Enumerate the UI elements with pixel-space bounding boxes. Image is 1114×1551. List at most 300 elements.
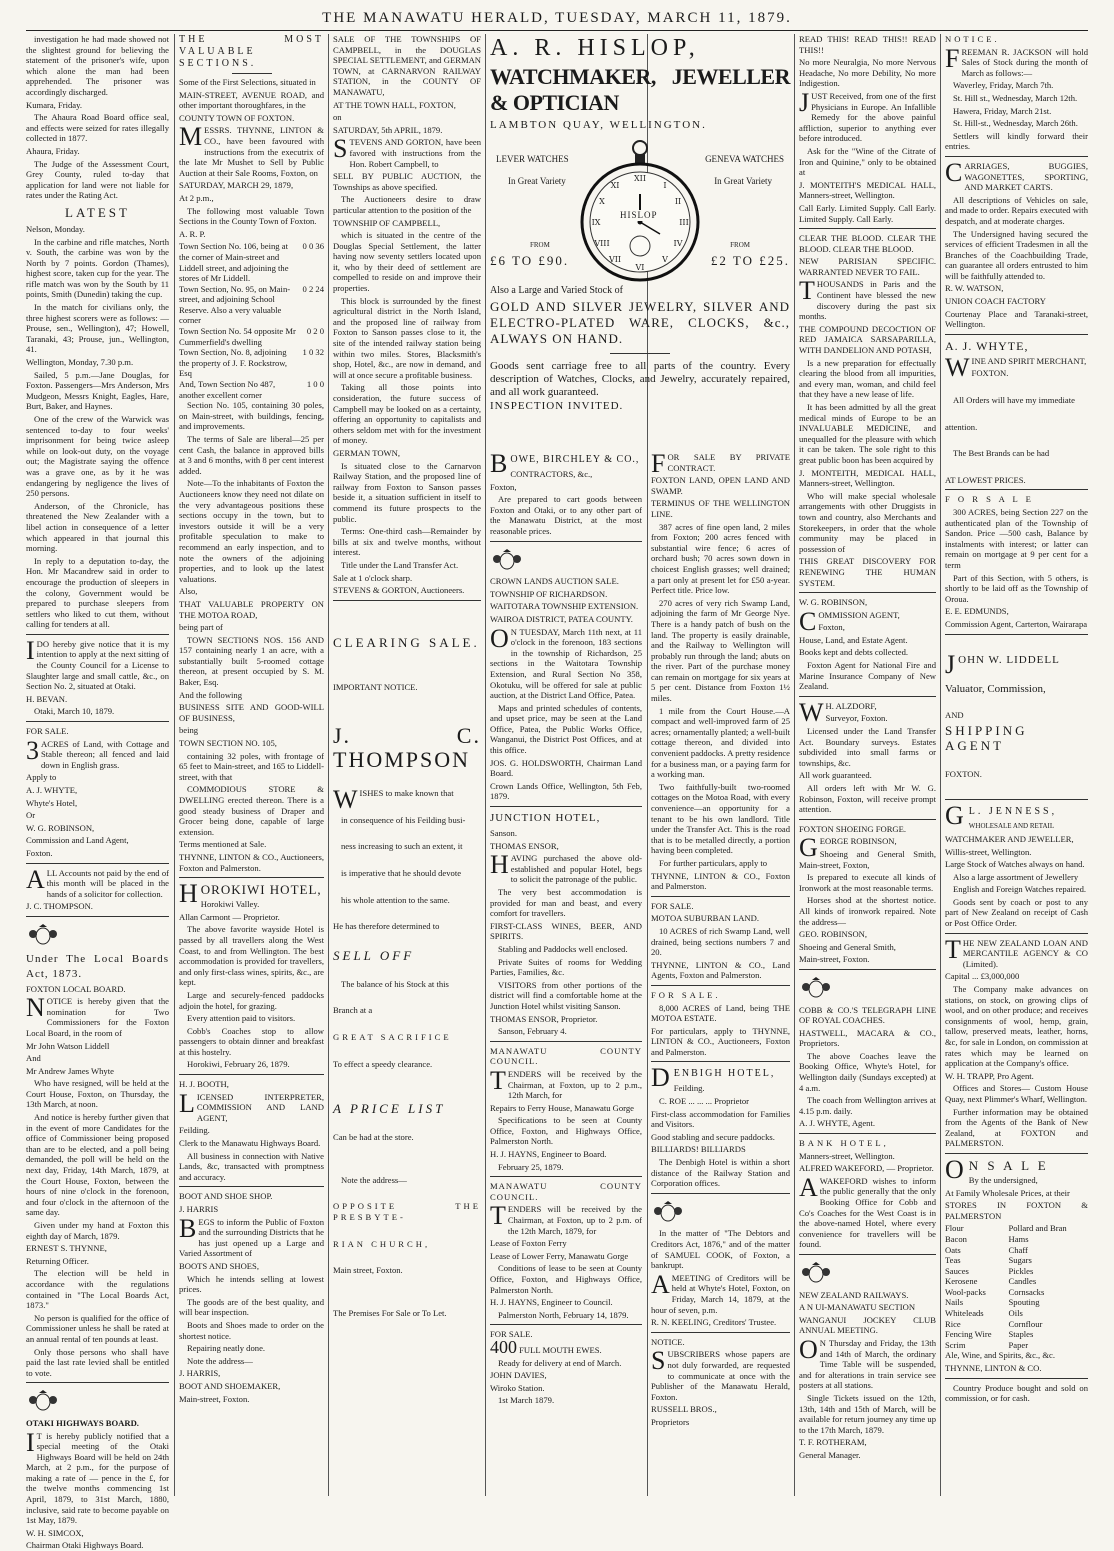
divider [610, 353, 670, 354]
drop-cap: T [490, 1201, 506, 1231]
notice-text: And notice is hereby further given that in the event of more Candidates for the office of Commissioner being proposed than are to be elected, and a poll being demanded, the poll will be held on the next day, Friday, 14th March, 1879, at the Court House, Foxton, between the hours of nine o'clock in the forenoon, and four o'clock in the afternoon of the same day. [26, 1112, 169, 1218]
table-cell: Nails [945, 1297, 964, 1308]
advert-heading: F O R S A L E [945, 494, 1034, 505]
divider [179, 1074, 324, 1075]
signature: W. H. SIMCOX, [26, 1527, 84, 1538]
table-row [945, 1340, 1088, 1351]
advert-text: Surveyor, Foxton. [825, 713, 888, 724]
notice-text: Only those persons who shall have paid the last rate levied shall be entitled to vote. [26, 1346, 169, 1378]
signature: R. N. KEELING, Creditors' Trustee. [651, 1317, 777, 1328]
advert-heading: Valuator, Commission, [945, 682, 1046, 695]
advert-number: 400 [490, 1336, 517, 1357]
divider [799, 1254, 936, 1255]
advert-text: HOUSANDS in Paris and the Continent have blessed the new discovery during the past six months. [799, 279, 936, 322]
advert-name: A. J. WHYTE, [945, 338, 1029, 353]
divider [651, 1193, 790, 1194]
table-cell: Sauces [945, 1265, 969, 1276]
advert-text: COMMODIOUS STORE & DWELLING erected thereon. There is a good steady business of Draper and Grocer being done, capable of large extension. [179, 784, 324, 837]
advert-heading: BILLIARDS! BILLIARDS [651, 1144, 746, 1155]
advert-text: MAIN-STREET, AVENUE ROAD, and other important thoroughfares, in the [179, 89, 324, 111]
drop-cap: C [945, 157, 963, 187]
table-cell: Staples [1008, 1329, 1034, 1340]
advert-text: Note the address— [187, 1355, 253, 1366]
svg-text:IV: IV [673, 239, 683, 248]
advert-text: Stabling and Paddocks well enclosed. [498, 943, 628, 954]
notice-heading: WAITOTARA TOWNSHIP EXTENSION. [490, 601, 639, 612]
advert-text: containing 32 poles, with frontage of 65 feet to Main-street, and 165 to Liddell-street, with that [179, 750, 324, 782]
advert-text: Wiroko Station. [490, 1382, 545, 1393]
advert-name: R. W. WATSON, [945, 283, 1004, 294]
advert-heading: INE AND SPIRIT MERCHANT, [971, 355, 1087, 366]
goods-table [945, 1223, 1088, 1350]
advert-heading: FOR SALE. [651, 900, 694, 911]
advert-text: Every attention paid to visitors. [187, 1013, 296, 1024]
advert-text: AND [945, 710, 964, 721]
advert-heading: COBB & CO.'S TELEGRAPH LINE OF ROYAL COACHES. [799, 1004, 936, 1026]
divider [232, 73, 272, 74]
drop-cap: O [945, 1154, 967, 1184]
advert-text: Section No. 105, containing 30 poles, on Main-street, with buildings, fencing, and improvements. [179, 400, 324, 432]
notice-text: OTICE is hereby given that the nomination for Two Commissioners for the Foxton Local Board, in the room of [26, 996, 169, 1038]
advert-heading: GERMAN TOWN, [333, 447, 400, 458]
advert-text: attention. [945, 421, 978, 432]
drop-cap: A [26, 864, 45, 894]
drop-cap: M [179, 122, 203, 152]
signature: THOMAS ENSOR, Proprietor. [490, 1013, 598, 1024]
advert-text: FOXTON. [945, 768, 982, 779]
advert-text: Large and securely-fenced paddocks adjoin the hotel, for grazing. [179, 989, 324, 1011]
advert-text: Title under the Land Transfer Act. [341, 559, 459, 570]
divider [490, 806, 642, 807]
divider [799, 592, 936, 593]
advert-text: COUNTY TOWN OF FOXTON. [179, 112, 295, 123]
table-row [945, 1308, 1088, 1319]
advert-text: VISITORS from other portions of the district will find a comfortable home at the Junction Hotel whilst visiting Sanson. [490, 979, 642, 1011]
table-row [945, 1329, 1088, 1340]
advert-text: The coach from Wellington arrives at 4.15 p.m. daily. [799, 1095, 936, 1116]
notice-text: The election will be held in accordance with the regulations contained in "The Local Boards Act, 1873." [26, 1268, 169, 1311]
advert-name: A. J. WHYTE, [26, 785, 78, 795]
table-cell: Oils [1008, 1308, 1023, 1319]
notice-text: Specifications to be seen at County Office, Foxton, and Highways Office, Palmerston North. [490, 1115, 642, 1147]
advert-name: J. MONTEITH, MEDICAL HALL, Manners-street, Wellington. [799, 467, 936, 489]
notice-text: Single Tickets issued on the 12th, 13th, 14th and 15th of March, will be available for return journey any time up to the 17th March, 1879. [799, 1392, 936, 1435]
drop-cap: J [945, 649, 957, 679]
advert-text: All work guaranteed. [799, 770, 872, 781]
advert-text: SATURDAY, 5th APRIL, 1879. [333, 124, 443, 135]
advert-text: This block is surrounded by the finest agricultural district in the North Island, and the proposed line of railway from Foxton to Sanson passes close to it, the site of the intended railway station being within two miles. Stores, Blacksmith's shop, Hotel, &c., are now in demand, and will at once secure a profitable business. [333, 295, 481, 380]
advert-name: OWE, BIRCHLEY & CO., [510, 454, 640, 465]
advert-text: Settlers will kindly forward their entries. [945, 130, 1088, 152]
table-cell: Teas [945, 1255, 961, 1266]
advert-name: THOMAS ENSOR, [490, 840, 559, 851]
table-cell: Town Section No. 106, being at the corner of Main-street and Liddell street, and adjoining the stores of Mr Liddell. [179, 241, 289, 284]
divider [945, 634, 1088, 635]
advert-text: SATURDAY, MARCH 29, 1879, [179, 180, 294, 191]
signature: ERNEST S. THYNNE, [26, 1243, 107, 1254]
drop-cap: T [799, 276, 815, 306]
advert-text: which is situated in the centre of the Douglas Special Settlement, the latter having now seventy settlers located upon it, who by their deed of settlement are compelled to reside on and improve their properties. [333, 230, 481, 294]
advert-text: The Best Brands can be had [953, 448, 1050, 459]
divider [26, 916, 169, 917]
advert-name: L. JENNESS, [968, 806, 1058, 818]
divider [651, 985, 790, 986]
advert-text: Commission Agent, Carterton, Wairarapa [945, 618, 1088, 629]
advert-text: He has therefore determined to [333, 921, 440, 932]
drop-cap: C [799, 606, 817, 636]
advert-heading: WATCHMAKER AND JEWELLER, [945, 833, 1074, 844]
notice-text: Who have resigned, will be held at the Court House, Foxton, on Thursday, the 13th March, at noon. [26, 1078, 169, 1110]
news-paragraph: In reply to a deputation to-day, the Hon. Mr Macandrew said in order to encourage the production of sleepers in the colony, Government would be prepared to purchase sleepers from settlers who liked to cut them, without calling for tenders at all. [26, 555, 169, 630]
notice-text: Mr Andrew James Whyte [26, 1065, 114, 1076]
advert-text: being part of [179, 622, 223, 633]
notice-text: Mr John Watson Liddell [26, 1040, 110, 1051]
advert-heading: CLEARING SALE. [333, 634, 480, 650]
advert-name: THYNNE, LINTON & CO., Land Agents, Foxton and Palmerston. [651, 959, 790, 981]
notice-heading: FOXTON LOCAL BOARD. [26, 983, 126, 994]
notice-text: ENDERS will be received by the Chairman, at Foxton, up to 2 p.m. of the 12th March, 1879, for [507, 1204, 642, 1236]
svg-text:V: V [662, 255, 668, 264]
advert-text: Ale, Wine, and Spirits, &c., &c. [945, 1350, 1056, 1361]
advert-text: The terms of Sale are liberal—25 per cent Cash, the balance in approved bills at 3 and 6 months, with 8 per cent interest added. [179, 434, 324, 476]
table-row [179, 379, 324, 400]
svg-text:X: X [599, 197, 605, 206]
advert-heading: GOLD AND SILVER JEWELRY, SILVER AND ELECTRO-PLATED WARE, CLOCKS, &c., ALWAYS ON HAND. [490, 298, 790, 346]
divider [799, 819, 936, 820]
advert-text: The balance of his Stock at this [341, 978, 449, 989]
news-paragraph: The Judge of the Assessment Court, Grey County, ruled to-day that application for land were not liable for rates under the Rating Act. [26, 158, 169, 201]
divider [490, 1176, 642, 1177]
advert-text: FROM [530, 241, 550, 249]
table-header: A. R. P. [179, 228, 206, 239]
advert-text: Shoeing and General Smith, [799, 941, 896, 952]
table-cell: Spouting [1008, 1297, 1040, 1308]
advert-text: All descriptions of Vehicles on sale, and made to order. Repairs executed with despatch, and at moderate charges. [945, 194, 1088, 226]
column-5 [651, 449, 790, 1496]
advert-text: Feilding. [179, 1125, 210, 1136]
royal-crest-icon [799, 977, 833, 999]
signature: H. J. HAYNS, Engineer to Council. [490, 1297, 613, 1308]
advert-heading: HE NEW ZEALAND LOAN AND MERCANTILE AGENCY & CO (Limited). [962, 937, 1088, 969]
advert-text: St. Hill st., Wednesday, March 12th. [953, 92, 1078, 103]
advert-text: The Premises For Sale or To Let. [333, 1307, 447, 1318]
advert-text: The Auctioneers desire to draw particular attention to the position of the [333, 194, 481, 215]
advert-date: Otaki, March 10, 1879. [34, 706, 115, 717]
notice-text: Proprietors [651, 1416, 690, 1427]
advert-text: By the undersigned, [968, 1174, 1038, 1185]
advert-text: his whole attention to the same. [341, 894, 450, 905]
drop-cap: G [799, 833, 818, 863]
drop-cap: A [651, 1269, 670, 1299]
advert-text: ISHES to make known that [359, 788, 454, 799]
drop-cap: J [799, 87, 810, 117]
advert-name: BANK HOTEL, [799, 1138, 889, 1149]
svg-text:XI: XI [610, 181, 620, 190]
advert-text: Whyte's Hotel, [26, 797, 78, 808]
advert-text: No more Neuralgia, No more Nervous Headache, No more Debility, No more Indigestion. [799, 57, 936, 89]
table-cell: Wool-packs [945, 1286, 986, 1297]
advert-text: Branch at a [333, 1005, 373, 1016]
advert-text: Or [26, 810, 36, 821]
table-row [945, 1287, 1088, 1298]
advert-text: OPPOSITE THE PRESBYTE- [333, 1201, 481, 1222]
advert-text: Ask for the "Wine of the Citrate of Iron and Quinine," only to be obtained at [799, 145, 936, 178]
notice-text: N TUESDAY, March 11th next, at 11 o'clock in the forenoon, 183 sections in the township of Richardson, 25 sections in the Waitotara Township Extension, and Rural Section No 358, Okotuku, will be offered for sale at public auction, at the District Land Office, Patea. [490, 626, 642, 701]
signature: H. BEVAN. [26, 693, 68, 704]
divider [651, 896, 790, 897]
drop-cap: L [179, 1088, 195, 1118]
drop-cap: G [945, 801, 967, 831]
table-cell: Whiteleads [945, 1308, 984, 1319]
advert-heading: SELL OFF [333, 947, 415, 963]
dateline: Nelson, Monday. [26, 223, 85, 234]
advert-name: THYNNE, LINTON & CO., Auctioneers, Foxton and Palmerston. [179, 851, 324, 873]
advert-text: FOXTON. [971, 368, 1009, 379]
notice-text: UBSCRIBERS whose papers are not duly forwarded, are requested to communicate at once with the Publisher of the Manawatu Herald, Foxton. [651, 1349, 790, 1402]
advert-text: Capital ... £3,000,000 [945, 971, 1020, 982]
table-cell: Town Section, No. 8, adjoining the property of J. F. Rockstrow, Esq [179, 347, 288, 379]
advert-name: J. C. THOMPSON [333, 723, 481, 773]
advert-name: THYNNE, LINTON & CO. [945, 1363, 1042, 1374]
advert-text: Boots and Shoes made to order on the shortest notice. [179, 1319, 324, 1341]
advert-text: CONTRACTORS, &c., [510, 469, 593, 479]
svg-text:II: II [674, 197, 682, 206]
advert-heading: READ THIS! READ THIS!! READ THIS!! [799, 34, 936, 55]
advert-text: is imperative that he should devote [341, 868, 462, 879]
drop-cap: 3 [26, 735, 39, 765]
news-paragraph: In the carbine and rifle matches, North v. South, the carbine was won by the North by 7 points. Gordon (Thames), highest score, taken cup for the year. The rifle match was won by the South by 11 points, Smith (Dunedin) taking the cup. [26, 236, 169, 300]
drop-cap: W [333, 785, 358, 815]
advert-heading: OR SALE BY PRIVATE CONTRACT. [667, 452, 790, 473]
notice-text: Crown Lands Office, Wellington, 5th Feb, 1879. [490, 780, 642, 802]
advert-text: LAMBTON QUAY, WELLINGTON. [490, 119, 707, 131]
advert-text: Licensed under the Land Transfer Act. Boundary surveys. Estates subdivided into small farms or townships, &c. [799, 726, 936, 768]
divider [799, 696, 936, 697]
advert-text: St. Hill-st., Wednesday, March 26th. [953, 118, 1078, 129]
sections-table [179, 241, 324, 400]
advert-heading: FOR SALE. [26, 726, 69, 737]
advert-text: Main-street, Foxton. [179, 1393, 250, 1404]
drop-cap: A [799, 1172, 818, 1202]
signature: W. H. TRAPP, Pro Agent. [945, 1070, 1034, 1081]
advert-text: Are prepared to cart goods between Foxton and Otaki, or to any other part of the Manawatu District, at the most reasonable prices. [490, 494, 642, 536]
advert-heading: FOXTON SHOEING FORGE. [799, 823, 907, 834]
notice-heading: OTAKI HIGHWAYS BOARD. [26, 1417, 139, 1428]
drop-cap: O [799, 1334, 818, 1364]
advert-text: WHOLESALE AND RETAIL [968, 822, 1055, 831]
advert-text: At Family Wholesale Prices, at their [945, 1187, 1070, 1198]
advert-text: Courtenay Place and Taranaki-street, Wellington. [945, 308, 1088, 330]
table-row [945, 1223, 1088, 1234]
advert-date: Palmerston North, February 14, 1879. [498, 1309, 629, 1320]
notice-text: Chairman Otaki Highways Board. [26, 1540, 144, 1551]
notice-text: Repairs to Ferry House, Manawatu Gorge [490, 1102, 634, 1113]
advert-text: Private Suites of rooms for Wedding Parties, Families, &c. [490, 956, 642, 978]
column-rule [940, 34, 941, 1496]
advert-text: in consequence of his Feilding busi- [341, 814, 466, 825]
divider [490, 1041, 642, 1042]
divider [333, 600, 481, 601]
table-cell: Sugars [1008, 1255, 1032, 1266]
advert-text: 1 mile from the Court House.—A compact and well-improved farm of 25 acres; ornamentally planted; a well-built cottage thereon, and divided into convenient paddocks. A pretty residence for a business man, or a paying farm for a working man. [651, 705, 790, 780]
advert-text: Terms: One-third cash—Remainder by bills at six and twelve months, without interest. [333, 526, 481, 558]
signature: J. C. THOMPSON. [26, 901, 93, 912]
advert-heading: SHIPPING AGENT [945, 722, 1028, 753]
advert-heading: OROKIWI HOTEL, [200, 882, 322, 898]
table-cell: And, Town Section No 487, another excellent corner [179, 379, 276, 400]
advert-text: Further information may be obtained from the Agents of the Bank of New Zealand, at FOXTON and PALMERSTON. [945, 1106, 1088, 1149]
notice-text: And [26, 1053, 41, 1064]
advert-name: W. G. ROBINSON, [26, 822, 95, 833]
advert-name: STEVENS & GORTON, Auctioneers. [333, 585, 465, 596]
advert-heading: UNION COACH FACTORY [945, 296, 1046, 307]
advert-text: DO hereby give notice that it is my intention to apply at the next sitting of the County Council for a License to Slaughter large and small cattle, &c., on Section No. 2, situated at Otaki. [26, 638, 169, 692]
advert-name: H. ALZDORF, [825, 700, 877, 711]
royal-crest-icon [490, 549, 524, 571]
table-row [945, 1319, 1088, 1330]
advert-text: Foxton, [490, 481, 517, 492]
advert-text: To effect a speedy clearance. [333, 1058, 433, 1069]
advert-text: TOWN SECTIONS NOS. 156 AND 157 containing nearly 1 an acre, with a substantially built 5-roomed cottage thereon, at present occupied by S. M. Baker, Esq. [179, 634, 324, 688]
divider [179, 877, 324, 878]
royal-crest-icon [651, 1201, 685, 1223]
advert-name: JUNCTION HOTEL, [490, 812, 601, 825]
advert-name: JOHN DAVIES, [490, 1370, 547, 1381]
column-rule [485, 34, 486, 1496]
drop-cap: B [179, 1213, 197, 1243]
advert-text: REEMAN R. JACKSON will hold Sales of Stock during the month of March as follows:— [961, 46, 1088, 78]
table-cell: 1 0 0 [306, 379, 324, 390]
advert-text: Can be had at the store. [333, 1132, 414, 1143]
table-cell: Cornsacks [1008, 1286, 1045, 1297]
royal-crest-icon [26, 924, 60, 946]
advert-text: Foxton, [818, 622, 845, 633]
table-cell: Kerosene [945, 1276, 978, 1287]
advert-heading: SALE OF THE TOWNSHIPS OF CAMPBELL, in the DOUGLAS SPECIAL SETTLEMENT, and GERMAN TOWN, at CARNARVON RAILWAY STATION, in the COUNTY OF MANAWATU, [333, 34, 481, 97]
advert-name: J. MONTEITH'S MEDICAL HALL, Manners-street, Wellington. [799, 179, 936, 201]
notice-text: In the matter of "The Debtors and Creditors Act, 1876," and of the matter of SAMUEL COOK, of Foxton, a bankrupt. [651, 1228, 790, 1271]
divider [490, 541, 642, 542]
notice-text: General Manager. [799, 1449, 861, 1460]
advert-name: HASTWELL, MACARA & CO., Proprietors. [799, 1027, 936, 1049]
advert-name: EORGE ROBINSON, [819, 836, 897, 847]
advert-text: Who will make special wholesale arrangements with other Druggists in town and country, also Merchants and Storekeepers, in order that the whole community may be placed in possession of [799, 490, 936, 554]
table-cell: Paper [1008, 1339, 1029, 1350]
drop-cap: F [945, 43, 960, 73]
advert-text: Cobb's Coaches stop to allow passengers to obtain dinner and breakfast at this hostelry. [179, 1025, 324, 1057]
advert-heading: NEW PARISIAN SPECIFIC. WARRANTED NEVER TO FAIL. [799, 256, 936, 277]
advert-text: Sanson. [490, 828, 517, 839]
advert-text: Commission and Land Agent, [26, 835, 129, 846]
advert-text: being [179, 725, 199, 736]
drop-cap: H [490, 850, 509, 880]
svg-text:I: I [663, 181, 667, 190]
advert-heading: GREAT SACRIFICE [333, 1032, 452, 1043]
drop-cap: I [26, 1427, 35, 1457]
advert-text: Good stabling and secure paddocks. [651, 1131, 775, 1142]
drop-cap: N [26, 993, 45, 1023]
svg-text:VII: VII [608, 255, 622, 264]
advert-text: Is situated close to the Carnarvon Railway Station, and the proposed line of railway from Foxton to Sanson passes beside it, a situation sufficient in itself to commend its future prospects to the public. [333, 460, 481, 524]
advert-text: Call Early. Limited Supply. Call Early. Limited Supply. Call Early. [799, 202, 936, 224]
advert-text: AT THE TOWN HALL, FOXTON, [333, 99, 456, 110]
news-paragraph: One of the crew of the Warwick was sentenced to-day to four weeks' imprisonment for being twice asleep while on look-out duty, on the voyage out; the Magistrate saying the offence was a grave one, as by it he was endangering by negligence the lives of 250 persons. [26, 414, 169, 499]
advert-text: 10 ACRES of rich Swamp Land, well drained, being sections numbers 7 and 20. [651, 925, 790, 958]
advert-text: The goods are of the best quality, and will bear inspection. [179, 1296, 324, 1318]
divider [945, 334, 1088, 335]
advert-text: Is a new preparation for effectually clearing the blood from all impurities, and every man, woman, and child feel that they have a new lease of life. [799, 357, 936, 400]
table-cell: Oats [945, 1244, 961, 1255]
advert-text: Large Stock of Watches always on hand. [945, 859, 1085, 870]
drop-cap: I [26, 635, 35, 665]
drop-cap: H [179, 879, 199, 909]
advert-text: Is prepared to execute all kinds of Ironwork at the most reasonable terms. [799, 872, 936, 893]
table-cell: 0 2 24 [302, 283, 324, 294]
advert-text: Offices and Stores— Custom House Quay, next Plimmer's Wharf, Wellington. [945, 1083, 1088, 1104]
advert-text: At 2 p.m., [179, 192, 214, 203]
advert-name: W. G. ROBINSON, [799, 597, 868, 608]
dateline: Ahaura, Friday. [26, 145, 80, 156]
advert-text: The above favorite wayside Hotel is passed by all travellers along the West Coast, to and from Wellington. The best accommodation is provided for travellers, and only first-class wines, spirits, &c., are kept. [179, 924, 324, 988]
advert-name: GEO. ROBINSON, [799, 929, 868, 940]
advert-text: WAKEFORD wishes to inform the public generally that the only Booking Office for Cobb and Co's Coaches for the West Coast is in the above-named Hotel, where every convenience for travellers will be found. [799, 1175, 936, 1250]
advert-text: Taking all those points into consideration, the future success of Campbell may be looked on as a certainty, offering an opportunity to capitalists and others seldom met with for the investment of money. [333, 382, 481, 446]
notice-text: Returning Officer. [26, 1255, 89, 1266]
notice-text: MEETING of Creditors will be held at Whyte's Hotel, Foxton, on Friday, March 14, 1879, at the hour of seven, p.m. [651, 1272, 790, 1315]
advert-text: The Denbigh Hotel is within a short distance of the Railway Station and Corporation offices. [651, 1157, 790, 1189]
advert-text: INSPECTION INVITED. [490, 399, 624, 412]
advert-heading: ARRIAGES, BUGGIES, WAGONETTES, SPORTING, AND MARKET CARTS. [964, 160, 1088, 193]
advert-heading: STORES IN FOXTON & PALMERSTON [945, 1200, 1088, 1221]
advert-text: C. ROE ... ... ... Proprietor [659, 1096, 749, 1107]
advert-text: LEVER WATCHES [496, 154, 569, 164]
notice-heading: NOTICE. [945, 34, 1000, 44]
advert-text: Waverley, Friday, March 7th. [953, 80, 1054, 91]
notice-heading: NEW ZEALAND RAILWAYS. [799, 1289, 909, 1300]
advert-text: ALFRED WAKEFORD, — Proprietor. [799, 1163, 934, 1174]
advert-text: Note the address— [341, 1174, 407, 1185]
table-cell: Chaff [1008, 1244, 1028, 1255]
signature: T. F. ROTHERAM, [799, 1437, 867, 1448]
advert-text: It has been admitted by all the great medical minds of Europe to be an INVALUABLE MEDICINE, and unequalled for the pleasure with which it can be taken. The sole right to this great public boon has been acquired by [799, 402, 936, 465]
masthead: THE MANAWATU HERALD, TUESDAY, MARCH 11, 1879. [322, 10, 792, 26]
news-paragraph: Anderson, of the Chronicle, has threatened the New Zealander with a libel action in consequence of a letter which appeared in that journal this morning. [26, 500, 169, 554]
advert-heading: TOWNSHIP OF CAMPBELL, [333, 217, 441, 228]
advert-text: on [333, 112, 342, 123]
advert-heading: ICENSED INTERPRETER, COMMISSION AND LAND AGENT, [196, 1091, 324, 1123]
drop-cap: F [651, 449, 666, 478]
advert-text: LL Accounts not paid by the end of this month will be placed in the hands of a solicitor for collection. [46, 867, 169, 899]
dateline: Wellington, Monday, 7.30 p.m. [26, 357, 134, 368]
advert-text: Goods sent by coach or post to any part of New Zealand on receipt of Cash or Post Office Order. [945, 896, 1088, 929]
table-cell: Pollard and Bran [1008, 1223, 1067, 1234]
advert-text: Country Produce bought and sold on commission, or for cash. [945, 1382, 1088, 1404]
advert-text: TOWN SECTION NO. 105, [179, 738, 277, 749]
advert-heading: FOXTON LAND, OPEN LAND AND SWAMP. [651, 475, 790, 496]
advert-text: The Company make advances on stations, on stock, on growing clips of wool, and on other produce; and receives consignments of wool, hemp, grain, tallow, preserved meats, leather, horns, &c, for sale in London, on commission at rates which may be learned on application at the Company's office. [945, 984, 1088, 1069]
advert-text: Foxton. [26, 847, 53, 858]
table-cell: Rice [945, 1318, 961, 1329]
advert-date: February 25, 1879. [498, 1161, 564, 1172]
advert-text: The Undersigned having secured the services of efficient Tradesmen in all the Branches of the Coachbuilding Trade, can guarantee all orders entrusted to him will be faithfully attended to. [945, 228, 1088, 281]
notice-text: Lease of Foxton Ferry [490, 1238, 567, 1249]
notice-heading: MANAWATU COUNTY COUNCIL. [490, 1045, 642, 1067]
advert-text: Shoeing and General Smith, Main-street, Foxton, [799, 848, 936, 870]
advert-text: All business in connection with Native Lands, &c, transacted with promptness and accuracy. [179, 1150, 324, 1182]
advert-text: 270 acres of very rich Swamp Land, adjoining the farm of Mr George Nye. There is a handy patch of bush on the land. The property is easily drainable, and the Railway to Wellington will probably run through the land; abuts on the river. Part of the purchase money can remain on mortgage for six years at 5 per cent. Distance from Foxton 1½ miles. [651, 597, 790, 704]
divider [945, 933, 1088, 934]
notice-text: T is hereby publicly notified that a special meeting of the Otaki Highways Board will be held on 24th March, at 2 p.m., for the purpose of making a rate of — pence in the £, for the twelve months commencing 1st April, 1879, to 31st March, 1880, inclusive, said rate to become payable on 1st May, 1879. [26, 1430, 169, 1526]
